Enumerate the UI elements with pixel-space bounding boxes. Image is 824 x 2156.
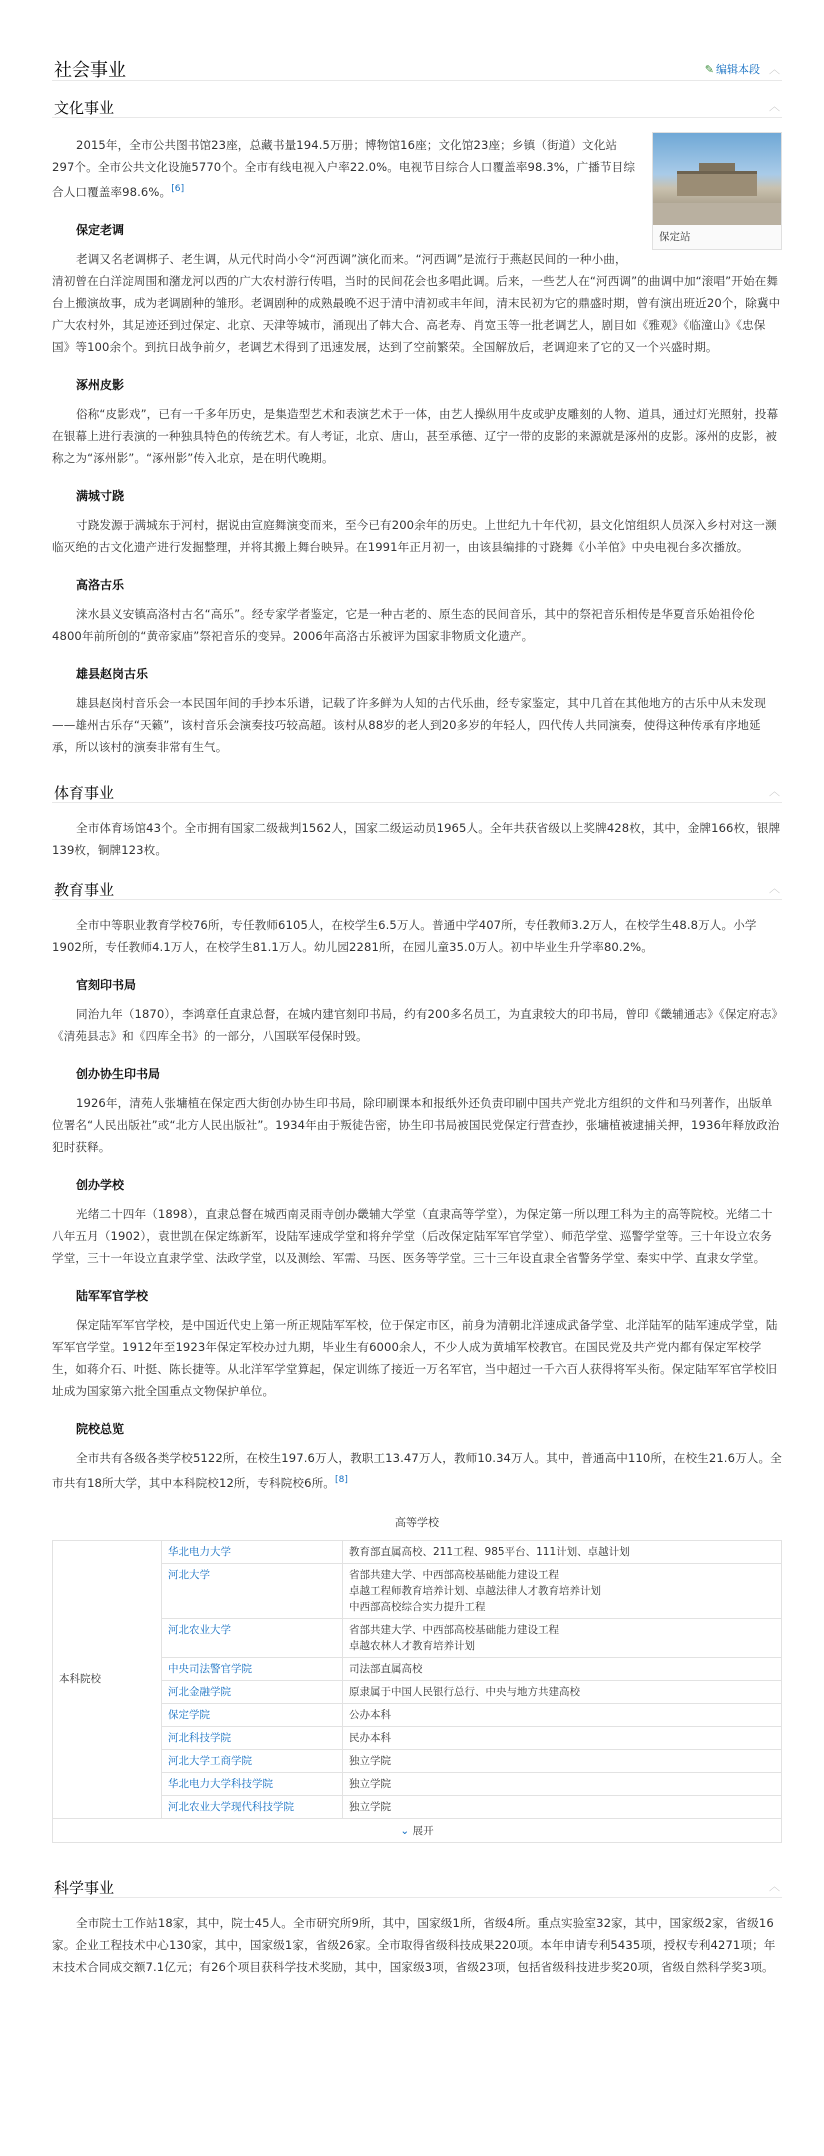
paragraph: 光绪二十四年（1898），直隶总督在城西南灵雨寺创办畿辅大学堂（直隶高等学堂），为保定第一所以理工科为主的高等院校。光绪二十八年五月（1902），袁世凯在保定练新军，设陆军速成学堂和将弁学堂（后改保定陆军军官学堂）、师范学堂、巡警学堂等。三十年设立农务学堂，三十一年设立直隶学堂、法政学堂，以及测绘、军需、马医、医务等学堂。三十三年设直隶全省警务学堂、秦实中学、直隶女学堂。 (52, 1206, 773, 1265)
reference-link[interactable]: [8] (334, 1474, 349, 1485)
university-desc-cell (343, 1680, 782, 1703)
section-header (52, 44, 782, 81)
university-desc-line: 原隶属于中国人民银行总行、中央与地方共建高校 (349, 1685, 580, 1698)
university-name-cell (162, 1703, 343, 1726)
table-row (53, 1657, 782, 1680)
paragraph: 保定陆军军官学校，是中国近代史上第一所正规陆军军校，位于保定市区，前身为清朝北洋速成武备学堂、北洋陆军的陆军速成学堂，陆军军官学堂。1912年至1923年保定军校办过九期，毕业生有6000余人，不少人成为黄埔军校教官。在国民党及共产党内都有保定军校学生，如蒋介石、叶挺、陈长捷等。从北洋军学堂算起，保定训练了接近一万名军官，当中超过一千六百人获得将军头衔。保定陆军军官学校旧址成为国家第六批全国重点文物保护单位。 (52, 1317, 778, 1398)
university-link[interactable]: 河北金融学院 (168, 1685, 231, 1698)
university-name-cell (162, 1795, 343, 1818)
table-row (53, 1749, 782, 1772)
university-desc-cell (343, 1726, 782, 1749)
expand-button[interactable] (52, 1819, 782, 1843)
university-name-cell (162, 1618, 343, 1657)
university-desc-line: 民办本科 (349, 1731, 391, 1744)
table-row (53, 1540, 782, 1563)
university-table (52, 1540, 782, 1819)
university-desc-line: 卓越农林人才教育培养计划 (349, 1639, 475, 1652)
station-figure[interactable] (652, 132, 782, 250)
subheading: 陆军军官学校 (76, 1288, 149, 1303)
university-link[interactable]: 中央司法警官学院 (168, 1662, 252, 1675)
university-desc-line: 中西部高校综合实力提升工程 (349, 1600, 486, 1613)
subsection-title: 教育事业 (54, 880, 115, 899)
university-desc-line: 独立学院 (349, 1777, 391, 1790)
paragraph: 全市体育场馆43个。全市拥有国家二级裁判1562人，国家二级运动员1965人。全年共获省级以上奖牌428枚，其中，金牌166枚，银牌139枚，铜牌123枚。 (52, 820, 781, 857)
university-desc-cell (343, 1703, 782, 1726)
paragraph: 雄县赵岗村音乐会一本民国年间的手抄本乐谱，记载了许多鲜为人知的古代乐曲，经专家鉴定，其中几首在其他地方的古乐中从未发现——雄州古乐存“天籁”，该村音乐会演奏技巧较高超。该村从88岁的老人到20多岁的年轻人，四代传人共同演奏，使得这种传承有序地延承，所以该村的演奏非常有生气。 (52, 695, 766, 754)
university-desc-line: 司法部直属高校 (349, 1662, 423, 1675)
university-name-cell (162, 1680, 343, 1703)
table-row (53, 1680, 782, 1703)
university-name-cell (162, 1563, 343, 1618)
subheading: 雄县赵岗古乐 (76, 666, 149, 681)
subheading: 满城寸跷 (76, 488, 125, 503)
figure-caption: 保定站 (659, 231, 691, 243)
subheading: 涿州皮影 (76, 377, 125, 392)
subheading: 官刻印书局 (76, 977, 137, 992)
subsection-title: 文化事业 (54, 99, 115, 117)
university-link[interactable]: 华北电力大学科技学院 (168, 1777, 273, 1790)
table-row (53, 1726, 782, 1749)
category-cell: 本科院校 (53, 1540, 162, 1818)
collapse-icon[interactable]: ︿ (769, 881, 780, 895)
subsection-title: 科学事业 (54, 1878, 115, 1897)
subheading: 创办学校 (76, 1177, 125, 1192)
paragraph: 俗称“皮影戏”，已有一千多年历史，是集造型艺术和表演艺术于一体，由艺人操纵用牛皮或驴皮雕刻的人物、道具，通过灯光照射，投幕在银幕上进行表演的一种独具特色的传统艺术。有人考证，北京、唐山，甚至承德、辽宁一带的皮影的来源就是涿州的皮影。涿州的皮影，被称之为“涿州影”。“涿州影”传入北京，是在明代晚期。 (52, 406, 779, 465)
table-row (53, 1703, 782, 1726)
section-title: 社会事业 (54, 60, 126, 81)
university-desc-line: 独立学院 (349, 1754, 391, 1767)
university-link[interactable]: 华北电力大学 (168, 1545, 231, 1558)
collapse-icon[interactable]: ︿ (769, 100, 780, 113)
subsection-header-sports (52, 774, 782, 803)
university-link[interactable]: 河北大学工商学院 (168, 1754, 252, 1767)
university-name-cell (162, 1540, 343, 1563)
table-row (53, 1795, 782, 1818)
subheading: 创办协生印书局 (76, 1066, 161, 1081)
university-desc-cell (343, 1749, 782, 1772)
university-link[interactable]: 河北科技学院 (168, 1731, 231, 1744)
university-desc-cell (343, 1540, 782, 1563)
edit-label: 编辑本段 (716, 63, 760, 76)
reference-link[interactable]: [6] (171, 184, 185, 194)
subheading: 高洛古乐 (76, 577, 125, 592)
university-desc-line: 教育部直属高校、211工程、985平台、111计划、卓越计划 (349, 1545, 630, 1558)
paragraph: 涞水县义安镇高洛村古名“高乐”。经专家学者鉴定，它是一种古老的、原生态的民间音乐，其中的祭祀音乐相传是华夏音乐始祖伶伦4800年前所创的“黄帝家庙”祭祀音乐的变异。2006年高洛古乐被评为国家非物质文化遗产。 (52, 606, 755, 643)
university-name-cell (162, 1749, 343, 1772)
university-desc-cell (343, 1563, 782, 1618)
paragraph: 寸跷发源于满城东于河村，据说由宣庭舞演变而来，至今已有200余年的历史。上世纪九十年代初，县文化馆组织人员深入乡村对这一濒临灭绝的古文化遗产进行发掘整理，并将其搬上舞台映异。在1991年正月初一，由该县编排的寸跷舞《小羊倌》中央电视台多次播放。 (52, 517, 777, 554)
paragraph: 全市院士工作站18家，其中，院士45人。全市研究所9所，其中，国家级1所，省级4所。重点实验室32家，其中，国家级2家，省级16家。企业工程技术中心130家，其中，国家级1家，省级26家。全市取得省级科技成果220项。本年申请专利5435项，授权专利4271项；年末技术合同成交额7.1亿元；有26个项目获科学技术奖励，其中，国家级3项，省级23项，包括省级科技进步奖20项，省级自然科学奖3项。 (52, 1915, 776, 1974)
university-desc-cell (343, 1772, 782, 1795)
paragraph: 全市共有各级各类学校5122所，在校生197.6万人，教职工13.47万人，教师10.34万人。其中，普通高中110所，在校生21.6万人。全市共有18所大学，其中本科院校12所，专科院校6所。[8] (52, 1450, 782, 1490)
subsection-header-education (52, 871, 782, 900)
chevron-down-icon: ⌄ (400, 1824, 410, 1837)
table-title: 高等学校 (395, 1515, 439, 1529)
university-link[interactable]: 河北农业大学现代科技学院 (168, 1800, 294, 1813)
expand-label: 展开 (412, 1824, 434, 1837)
university-desc-cell (343, 1795, 782, 1818)
university-name-cell (162, 1772, 343, 1795)
university-desc-cell (343, 1657, 782, 1680)
station-photo[interactable] (653, 133, 781, 225)
university-name-cell (162, 1726, 343, 1749)
university-desc-line: 公办本科 (349, 1708, 391, 1721)
paragraph: 2015年，全市公共图书馆23座，总藏书量194.5万册；博物馆16座；文化馆23座；乡镇（街道）文化站297个。全市公共文化设施5770个。全市有线电视入户率22.0%。电视节目综合人口覆盖率98.3%，广播节目综合人口覆盖率98.6%。[6] (52, 138, 636, 199)
university-link[interactable]: 河北大学 (168, 1568, 210, 1581)
pencil-icon: ✎ (704, 63, 714, 76)
university-desc-line: 省部共建大学、中西部高校基础能力建设工程 (349, 1623, 559, 1636)
university-desc-line: 独立学院 (349, 1800, 391, 1813)
subsection-header-culture (52, 89, 782, 118)
paragraph: 老调又名老调梆子、老生调，从元代时尚小令“河西调”演化而来。“河西调”是流行于燕赵民间的一种小曲，清初曾在白洋淀周围和潴龙河以西的广大农村游行传唱，当时的民间花会也多唱此调。后来，一些艺人在“河西调”的曲调中加“滚唱”开始在舞台上搬演故事，成为老调剧种的雏形。老调剧种的成熟最晚不迟于清中清初或丰年间，清末民初为它的鼎盛时期，曾有演出班近20个，除冀中广大农村外，其足迹还到过保定、北京、天津等城市，涌现出了韩大合、高老寿、肖宽玉等一批老调艺人，剧目如《雅观》《临潼山》《忠保国》等100余个。到抗日战争前夕，老调艺术得到了迅速发展，达到了空前繁荣。全国解放后，老调迎来了它的又一个兴盛时期。 (52, 251, 781, 354)
edit-section-button[interactable] (705, 61, 760, 77)
collapse-icon[interactable]: ︿ (769, 63, 780, 76)
university-desc-line: 省部共建大学、中西部高校基础能力建设工程 (349, 1568, 559, 1581)
table-row (53, 1772, 782, 1795)
table-row (53, 1563, 782, 1618)
subheading: 院校总览 (76, 1421, 125, 1436)
university-desc-cell (343, 1618, 782, 1657)
university-desc-line: 卓越工程师教育培养计划、卓越法律人才教育培养计划 (349, 1584, 601, 1597)
collapse-icon[interactable]: ︿ (769, 1879, 780, 1893)
subsection-title: 体育事业 (54, 783, 115, 802)
university-link[interactable]: 保定学院 (168, 1708, 210, 1721)
paragraph: 全市中等职业教育学校76所，专任教师6105人，在校学生6.5万人。普通中学407所，专任教师3.2万人，在校学生48.8万人。小学1902所，专任教师4.1万人，在校学生81.1万人。幼儿园2281所，在园儿童35.0万人。初中毕业生升学率80.2%。 (52, 917, 757, 954)
university-link[interactable]: 河北农业大学 (168, 1623, 231, 1636)
subheading: 保定老调 (76, 222, 125, 237)
subsection-header-science (52, 1869, 782, 1898)
collapse-icon[interactable]: ︿ (769, 784, 780, 798)
article-content (52, 44, 782, 1978)
university-name-cell (162, 1657, 343, 1680)
table-row (53, 1618, 782, 1657)
paragraph: 同治九年（1870），李鸿章任直隶总督，在城内建官刻印书局，约有200多名员工，为直隶较大的印书局，曾印《畿辅通志》《保定府志》《清苑县志》和《四库全书》的一部分，八国联军侵保时毁。 (52, 1006, 778, 1043)
paragraph: 1926年，清苑人张墉植在保定西大街创办协生印书局，除印刷课本和报纸外还负责印刷中国共产党北方组织的文件和马列著作，出版单位署名“人民出版社”或“北方人民出版社”。1934年由于叛徒告密，协生印书局被国民党保定行营查抄，张墉植被逮捕关押，1936年释放政治犯时获释。 (52, 1095, 780, 1154)
